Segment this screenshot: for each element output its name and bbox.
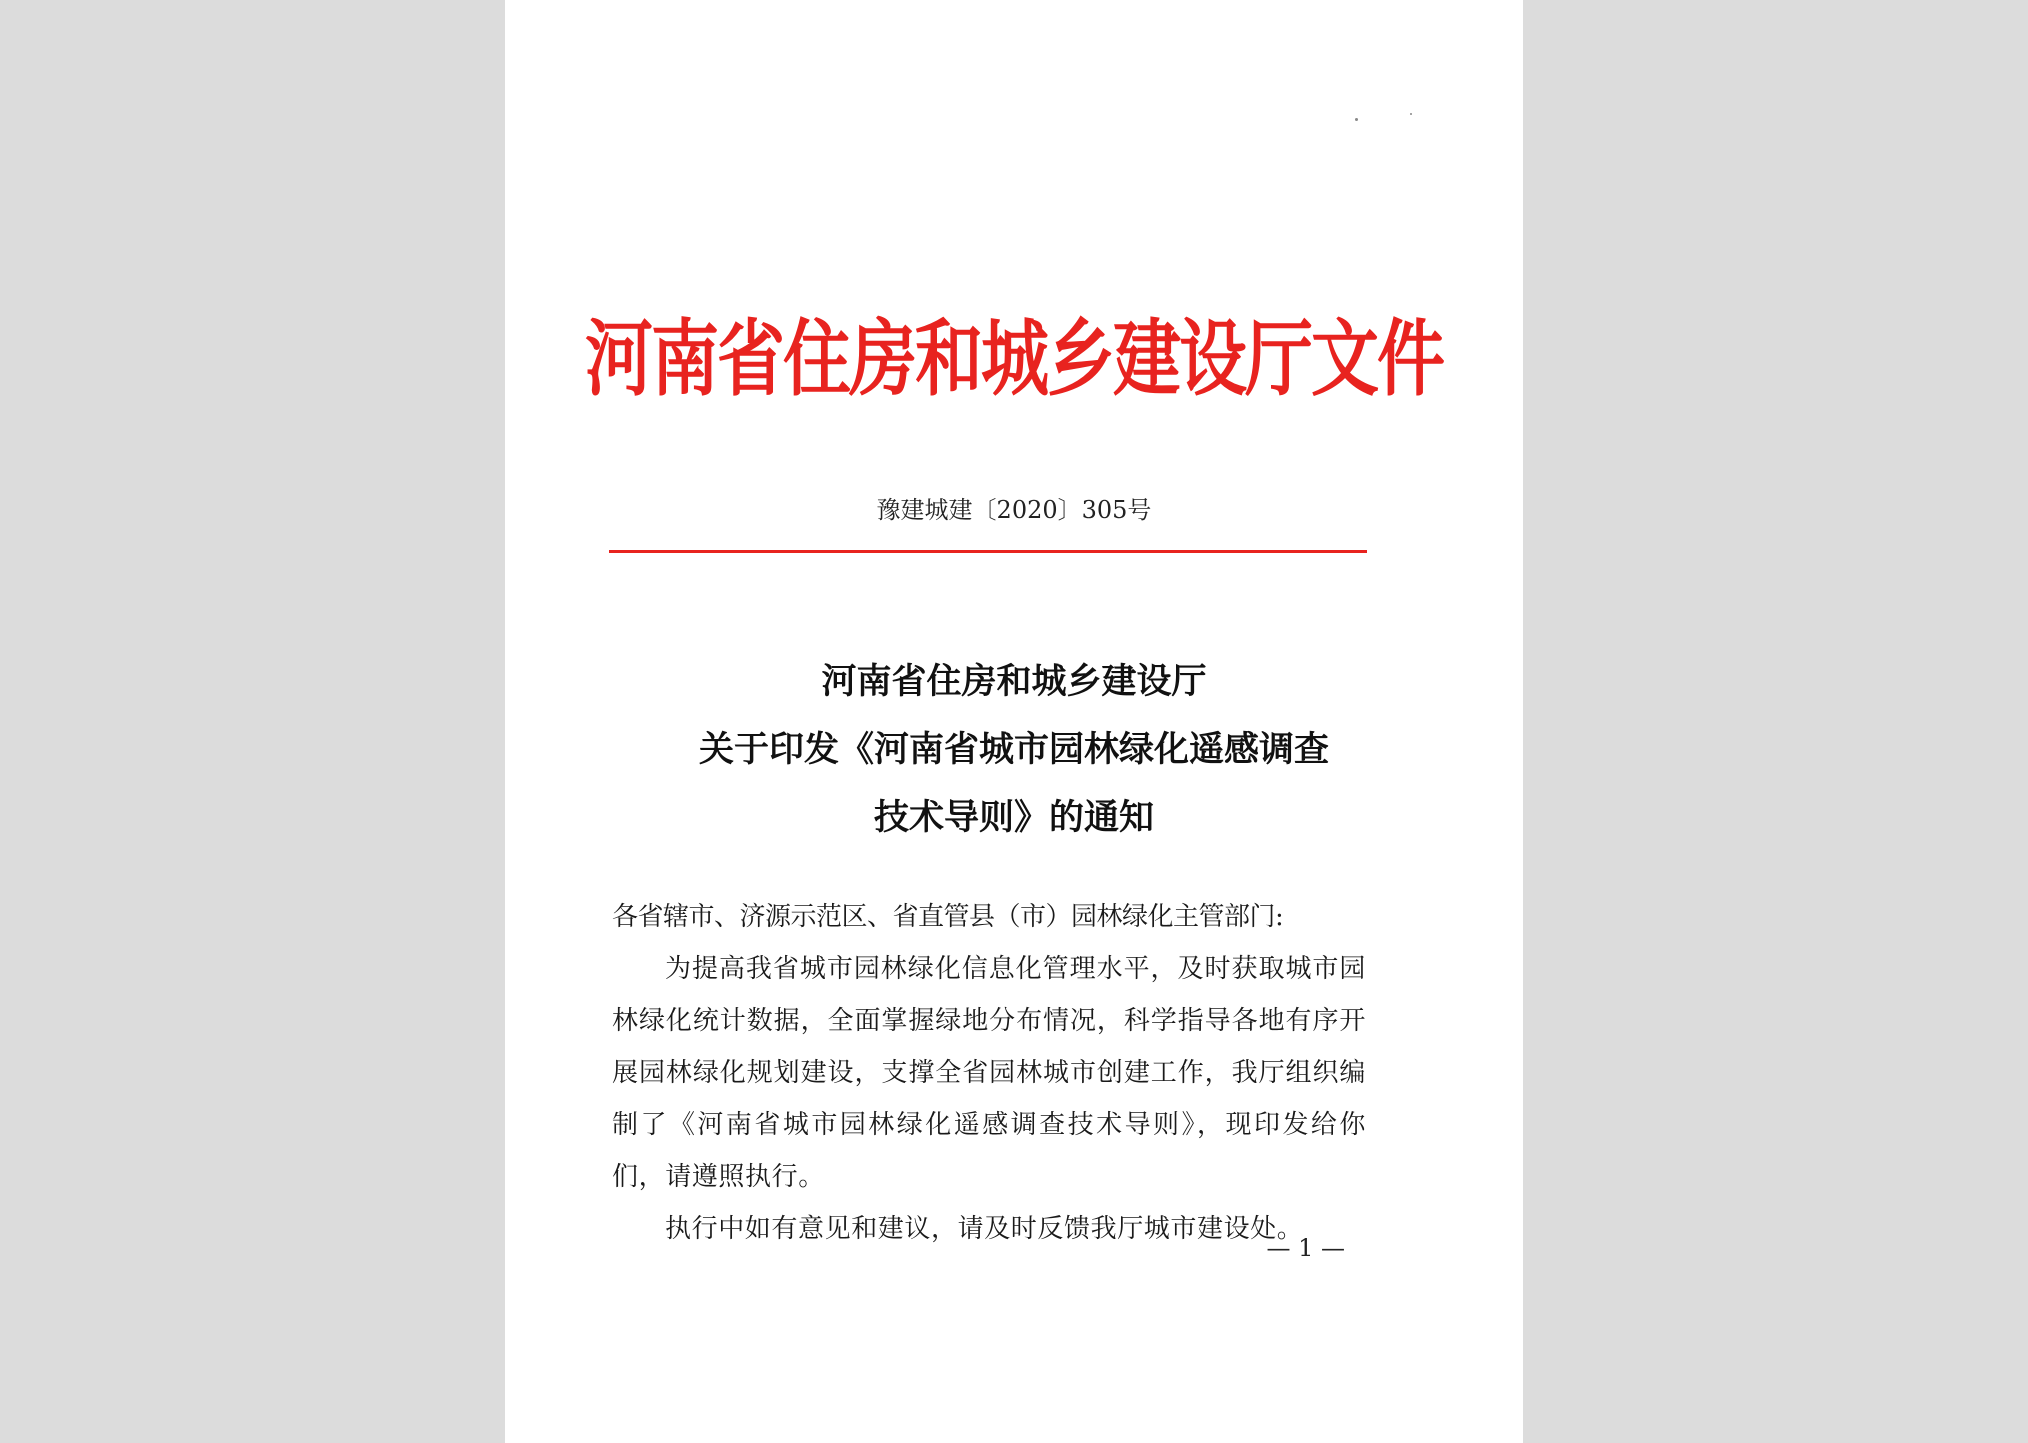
document-page (505, 0, 1523, 1443)
document-body (612, 891, 1366, 1255)
scan-speck (1355, 118, 1358, 121)
title-line-1: 河南省住房和城乡建设厅 (821, 661, 1207, 702)
page-number: — 1 — (1266, 1234, 1345, 1262)
body-paragraph-2: 执行中如有意见和建议，请及时反馈我厅城市建设处。 (665, 1214, 1304, 1244)
title-line-2: 关于印发《河南省城市园林绿化遥感调查 (698, 729, 1329, 770)
body-paragraph-1: 为提高我省城市园林绿化信息化管理水平，及时获取城市园林绿化统计数据，全面掌握绿地分布情况，科学指导各地有序开展园林绿化规划建设，支撑全省园林城市创建工作，我厅组织编制了《河南省城市园林绿化遥感调查技术导则》，现印发给你们，请遵照执行。 (612, 954, 1366, 1192)
document-masthead: 河南省住房和城乡建设厅文件 (584, 310, 1443, 409)
document-number: 豫建城建〔2020〕305号 (876, 496, 1152, 524)
scan-speck (1410, 113, 1412, 115)
salutation: 各省辖市、济源示范区、省直管县（市）园林绿化主管部门: (612, 902, 1284, 932)
document-title (505, 648, 1523, 852)
red-divider-line (609, 550, 1367, 553)
title-line-3: 技术导则》的通知 (873, 797, 1154, 838)
